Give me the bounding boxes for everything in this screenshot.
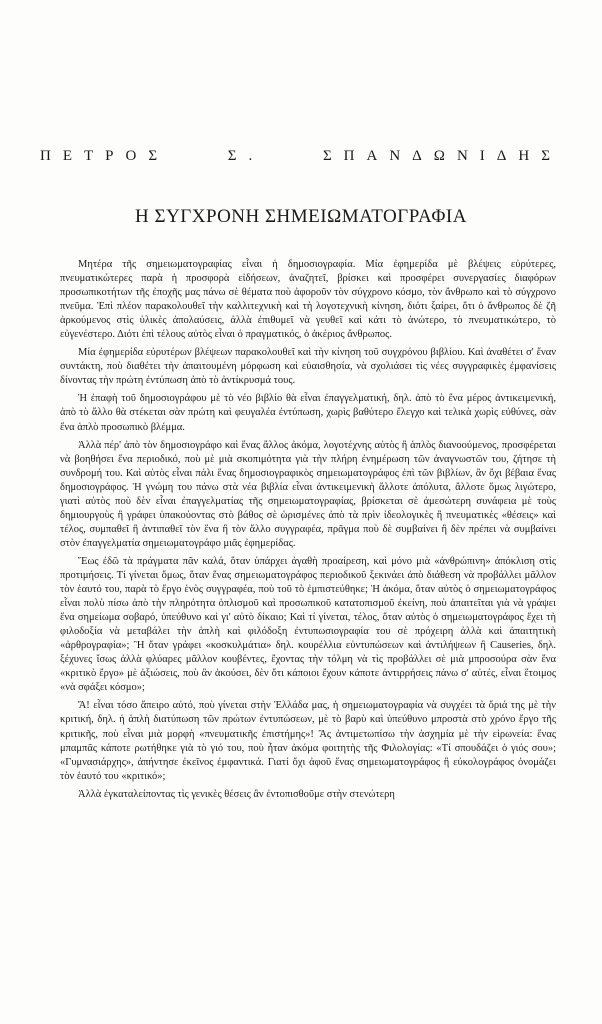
article-title: Η ΣΥΓΧΡΟΝΗ ΣΗΜΕΙΩΜΑΤΟΓΡΑΦΙΑ [135, 206, 467, 227]
paragraph: Ἀλλὰ πέρ' ἀπὸ τὸν δημοσιογράφο καὶ ἕνας ἄλλος ἀκόμα, λογοτέχνης αὐτὸς ἢ ἁπλὸς διανοούμενος, προσφέρεται νὰ βοηθήσει ἕνα περιοδικό, ποὺ μὲ μιὰ σκοπιμότητα γιὰ τὴν πλήρη ἐνημέρωση τῶν ἀναγνωστῶν του, ζήτησε τὴ συνδρομή του. Καὶ αὐτὸς εἶναι πάλι ἕνας δημοσιογραφικὸς σημειωματογράφος ἐπὶ τῶν βιβλίων, ἂν ὄχι βέβαια ἕνας δημοσιογράφος. Ἡ γνώμη του πάνω στὰ νέα βιβλία εἶναι ἀντικειμενικὴ ἄλλοτε ἀπόλυτα, ἄλλοτε ὅμως λιγώτερο, γιατὶ αὐτὸς ποὺ δὲν εἶναι ἐπαγγελματίας τῆς σημειωματογραφίας, βρίσκεται σὲ ἀμεσώτερη συνάφεια μὲ τοὺς δημιουργοὺς ἢ γράφει ὑπακούοντας στὸ βάθος σὲ ὡρισμένες ἀπὸ τὰ πρὶν ἰδεολογικὲς ἢ πνευματικὲς «θέσεις» καὶ τέλος, συμπαθεῖ ἢ ἀντιπαθεῖ τὸν ἕνα ἢ τὸν ἄλλο συγγραφέα, πρᾶγμα ποὺ δὲ συμβαίνει ἢ δὲν πρέπει νὰ συμβαίνει στὸν ἐπαγγελματία σημειωματογράφο μιᾶς ἐφημερίδας. [60, 439, 556, 549]
article-body [60, 258, 556, 802]
author-name [40, 148, 562, 165]
paragraph: Ἡ ἐπαφὴ τοῦ δημοσιογράφου μὲ τὸ νέο βιβλίο θὰ εἶναι ἐπαγγελματική, δηλ. ἀπὸ τὸ ἕνα μέρος ἀντικειμενική, ἀπὸ τὸ ἄλλο θὰ στέκεται σὰν πρώτη καὶ φευγαλέα ἐντύπωση, χωρὶς βαθύτερο ἔλεγχο καὶ τελικὰ χωρὶς εὐθύνες, σὰν ἕνα ἁπλὸ προσωπικὸ βλέμμα. [60, 393, 556, 433]
author-initial: Σ. [227, 148, 265, 164]
author-surname: ΣΠΑΝΔΩΝΙΔΗΣ [322, 148, 562, 164]
paragraph: Ἄ! εἶναι τόσο ἄπειρο αὐτό, ποὺ γίνεται στὴν Ἑλλάδα μας, ἡ σημειωματογραφία νὰ συγχέει τὰ ὅριά της μὲ τὴν κριτική, δηλ. ἡ ἁπλὴ διατύπωση τῶν πρώτων ἐντυπώσεων, μὲ τὸ βαρὺ καὶ ὑπεύθυνο μπροστὰ στὸ χρόνο ἔργο τῆς κριτικῆς, ποὺ εἶναι μιὰ μορφὴ «πνευματικῆς ἐπιστήμης»! Ἂς ἀντιμετωπίσω τὴν ἀσχημία μὲ τὴν εἰρωνεία: ἕνας μπαμπᾶς κάποτε ρωτήθηκε γιὰ τὸ γιό του, ποὺ ἦταν ἀκόμα φοιτητὴς τῆς Φιλολογίας: «Τί σπουδάζει ὁ γιός σου»; «Γυμνασιάρχης», ἀπήντησε ἐκεῖνος ἐμφαντικά. Γιατί ὄχι ἀφοῦ ἕνας σημειωματογράφος ἢ εὐκολογράφος ὀνομάζει τὸν ἑαυτό του «κριτικό»; [60, 700, 556, 782]
paragraph: Ἕως ἐδῶ τὰ πράγματα πᾶν καλά, ὅταν ὑπάρχει ἀγαθὴ προαίρεση, καὶ μόνο μιὰ «ἀνθρώπινη» ἀπόκλιση στὶς προτιμήσεις. Τί γίνεται ὅμως, ὅταν ἕνας σημειωματογράφος περιοδικοῦ ξεκινάει ἀπὸ διάθεση νὰ προβάλλει μᾶλλον τὸν ἑαυτό του, παρὰ τὸ ἔργο ἑνὸς συγγραφέα, ποὺ τοῦ τὸ ἐμπιστεύθηκε; Ἡ ἀκόμα, ὅταν αὐτὸς ὁ σημειωματογράφος εἶναι πολὺ πίσω ἀπὸ τὴν πληρότητα ὁπλισμοῦ καὶ προσωπικοῦ κατατοπισμοῦ ἐκείνη, ποὺ ἀπαιτεῖται γιὰ νὰ γράψει ἕνα σημείωμα σοβαρό, ὑπεύθυνο καὶ γι' αὐτὸ δίκαιο; Καὶ τί γίνεται, τέλος, ὅταν αὐτὸς ὁ σημειωματογράφος ἔχει τὴ φιλοδοξία νὰ μεταβάλει τὴν ἁπλὴ καὶ φιλόδοξη ἐντυπωσιογραφία του σὲ πρόχειρη ἀλλὰ καὶ ἀπαιτητικὴ «ἀρθρογραφία»; Ἢ ὅταν γράφει «κοσκυλμάτια» δηλ. κουρέλλια εὐντυπώσεων καὶ ἀντιλήψεων ἢ Causeries, δηλ. ξέχυνες ἴσως ἀλλὰ φλύαρες μᾶλλον κουβέντες, ἔχοντας τὴν τόλμη νὰ τὶς προβάλλει σὲ μιὰ μπροσούρα σὰν ἕνα «κριτικὸ ἔργο» μὲ ἀξιώσεις, ποὺ ἂν ἀκούσει, δὲν ὅτι κάποιοι ἔχουν κάποτε ἀντιρρήσεις πάνω σ' αὐτές, εἶναι ἕτοιμος «νὰ σφάξει κόσμο»; [60, 555, 556, 694]
author-given-name: ΠΕΤΡΟΣ [40, 148, 170, 164]
paragraph: Ἀλλὰ ἐγκαταλείποντας τὶς γενικὲς θέσεις ἂν ἐντοπισθοῦμε στὴν στενώτερη [78, 788, 395, 800]
paragraph: Μητέρα τῆς σημειωματογραφίας εἶναι ἡ δημοσιογραφία. Μία ἐφημερίδα μὲ βλέψεις εὐρύτερες, πνευματικώτερες παρὰ ἡ προσφορὰ εἰδήσεων, ἀναζητεῖ, βρίσκει καὶ προσφέρει συνεργασίες διαφόρων προσωπικοτήτων τῆς ἐποχῆς μας πάνω σὲ θέματα ποὺ ἀφοροῦν τὸν σύγχρονο κόσμο, τὸν ἄνθρωπο καὶ τὸ σύγχρονο πνεῦμα. Ἐπὶ πλέον παρακολουθεῖ τὴν καλλιτεχνικὴ καὶ τὴ λογοτεχνικὴ κίνηση, διότι ξαίρει, ὅτι ὁ ἄνθρωπος δὲ ζῆ ἀρκούμενος στὶς ὑλικὲς ἀπολαύσεις, ἀλλὰ ἐπιθυμεῖ νὰ γευθεῖ καὶ κάτι τὸ ἀνώτερο, τὸ πνευματικώτερο, τὸ εὐγενέστερο. Διότι ἐπὶ τέλους αὐτὸς εἶναι ὁ πραγματικός, ὁ ἀκέριος ἄνθρωπος. [60, 259, 556, 341]
paragraph: Μία ἐφημερίδα εὐρυτέρων βλέψεων παρακολουθεῖ καὶ τὴν κίνηση τοῦ συγχρόνου βιβλίου. Καὶ ἀναθέτει σ' ἕναν συντάκτη, ποὺ διαθέτει τὴν ἀπαιτουμένη μόρφωση καὶ εὐαισθησία, νὰ σχολιάσει τὶς νέες συγγραφικὲς ἐμφανίσεις δίνοντας τὴν πρώτη ἐντύπωση ἀπὸ τὸ ἀντίκρυσμά τους. [60, 347, 556, 387]
